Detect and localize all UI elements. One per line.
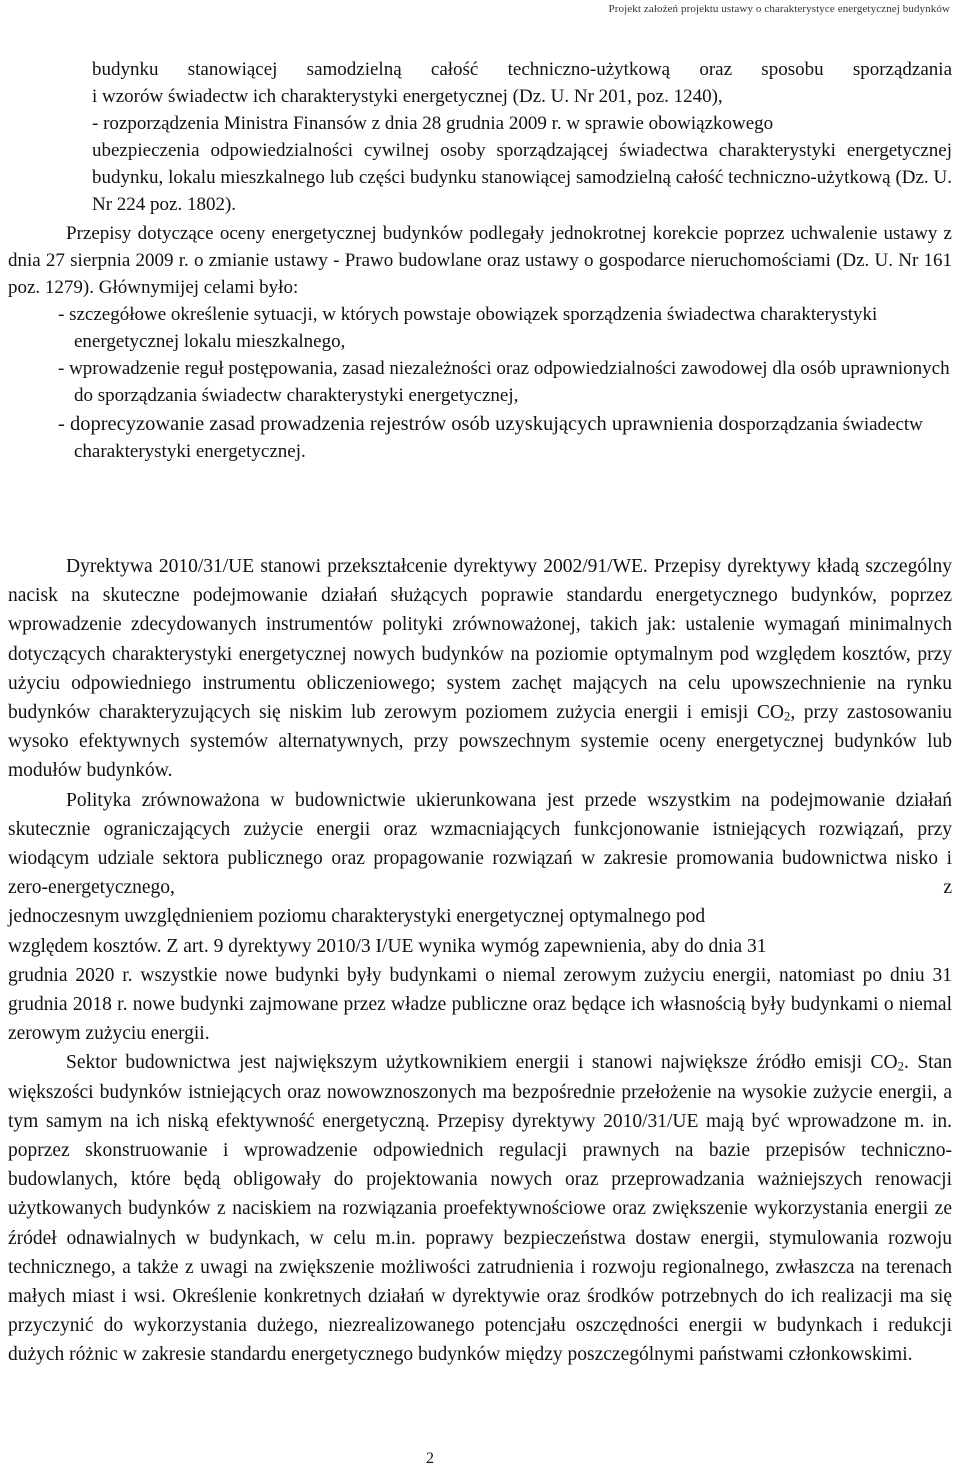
directive-paragraph xyxy=(8,552,952,786)
page-number: 2 xyxy=(426,1450,434,1467)
policy-paragraph-rest: grudnia 2020 r. wszystkie nowe budynki były budynkami o niemal zerowym zużyciu energii, natomiast po dniu 31 grudnia 2018 r. nowe budynki zajmowane przez władze publiczne oraz będące ich własnością były budynkami o niemal zerowym zużyciu energii. xyxy=(8,964,952,1045)
directive-section xyxy=(8,552,952,1370)
running-header: Projekt założeń projektu ustawy o charakterystyce energetycznej budynków xyxy=(608,3,950,15)
goal-item: - wprowadzenie reguł postępowania, zasad niezależności oraz odpowiedzialności zawodowej dla osób uprawnionych do sporządzania świadectw charakterystyki energetycznej, xyxy=(58,358,950,406)
paragraph-text: Sektor budownictwa jest największym użytkownikiem energii i stanowi największe źródło emisji CO xyxy=(66,1052,898,1074)
paragraph-text: . Stan większości budynków istniejących oraz nowowznoszonych ma bezpośrednie przełożenie na wysokie zużycie energii, a tym samym na ich niską efektywność energetyczną. Przepisy dyrektywy 2010/31/UE mają być wprowadzone m. in. poprzez skonstruowanie i wprowadzenie odpowiednich regulacji prawnych na bazie przepisów techniczno-budowlanych, które będą obligowały do projektowania nowych oraz przeprowadzania ważniejszych renowacji użytkowanych budynków z naciskiem na rozwiązania proefektywnościowe oraz zwiększenie wykorzystania energii ze źródeł odnawialnych w budynkach, w celu m.in. poprawy bezpieczeństwa dostaw energii, stymulowania rozwoju technicznego, a także z uwagi na zwiększenie możliwości zatrudnienia i rozwoju regionalnego, zwłaszcza na terenach małych miast i wsi. Określenie konkretnych działań w dyrektywie oraz środków potrzebnych do ich realizacji ma się przyczynić do wykorzystania dużego, niezrealizowanego potencjału oszczędności energii w budynkach i redukcji dużych różnic w zakresie standardu energetycznego budynków między poszczególnymi państwami członkowskimi. xyxy=(8,1052,952,1366)
policy-paragraph-line: jednoczesnym uwzględnieniem poziomu charakterystyki energetycznej optymalnego pod xyxy=(8,906,706,928)
sector-paragraph xyxy=(8,1048,952,1369)
goal-item-emphasis: - doprecyzowanie zasad prowadzenia rejestrów osób uzyskujących uprawnienia do xyxy=(58,413,739,435)
policy-paragraph-line: względem kosztów. Z art. 9 dyrektywy 2010/3 I/UE wynika wymóg zapewnienia, aby do dnia 31 xyxy=(8,935,767,957)
policy-paragraph: Polityka zrównoważona w budownictwie ukierunkowana jest przede wszystkim na podejmowanie działań skutecznie ograniczających zużycie energii oraz wzmacniających funkcjonowanie istniejących rozwiązań, przy wiodącym udziale sektora publicznego oraz propagowanie rozwiązań w zakresie promowania budownictwa nisko i zero-energetycznego, z xyxy=(8,789,952,899)
paragraph-text: Dyrektywa 2010/31/UE stanowi przekształcenie dyrektywy 2002/91/WE. Przepisy dyrektywy kładą szczególny nacisk na skuteczne podejmowanie działań służących poprawie standardu energetycznego budynków, poprzez wprowadzenie zdecydowanych instrumentów polityki zrównoważonej, takich jak: ustalenie wymagań minimalnych dotyczących charakterystyki energetycznej nowych budynków na poziomie optymalnym pod względem kosztów, przy użyciu odpowiedniego instrumentu obliczeniowego; system zachęt mających na celu upowszechnienie na rynku budynków charakteryzujących się niskim lub zerowym poziomem zużycia energii i emisji CO xyxy=(8,556,952,724)
subscript: 2 xyxy=(783,709,791,724)
regulation-item-start: - rozporządzenia Ministra Finansów z dnia 28 grudnia 2009 r. w sprawie obowiązkowego xyxy=(92,113,774,134)
legal-acts-section xyxy=(8,56,952,465)
act-item-line: budynku stanowiącej samodzielną całość techniczno-użytkową oraz sposobu sporządzania xyxy=(92,59,952,80)
goal-item-tail: sporządzania świadectw charakterystyki energetycznej. xyxy=(74,414,923,462)
subscript: 2 xyxy=(897,1059,904,1074)
correction-paragraph: Przepisy dotyczące oceny energetycznej budynków podlegały jednokrotnej korekcie poprzez uchwalenie ustawy z dnia 27 sierpnia 2009 r. o zmianie ustawy - Prawo budowlane oraz ustawy o gospodarce nieruchomościami (Dz. U. Nr 161 poz. 1279). Głównymijej celami było: xyxy=(8,223,952,298)
goal-item: - szczegółowe określenie sytuacji, w których powstaje obowiązek sporządzenia świadectwa charakterystyki energetycznej lokalu mieszkalnego, xyxy=(58,304,878,352)
paragraph-text: , przy zastosowaniu wysoko efektywnych systemów alternatywnych, przy powszechnym systemie oceny energetycznej budynków lub modułów budynków. xyxy=(8,702,952,782)
goals-list xyxy=(8,301,952,465)
regulation-item-rest: ubezpieczenia odpowiedzialności cywilnej osoby sporządzającej świadectwa charakterystyki energetycznej budynku, lokalu mieszkalnego lub części budynku stanowiącej samodzielną całość techniczno-użytkową (Dz. U. Nr 224 poz. 1802). xyxy=(92,140,952,215)
act-item-line: i wzorów świadectw ich charakterystyki energetycznej (Dz. U. Nr 201, poz. 1240), xyxy=(92,86,723,107)
goal-item xyxy=(58,411,952,465)
